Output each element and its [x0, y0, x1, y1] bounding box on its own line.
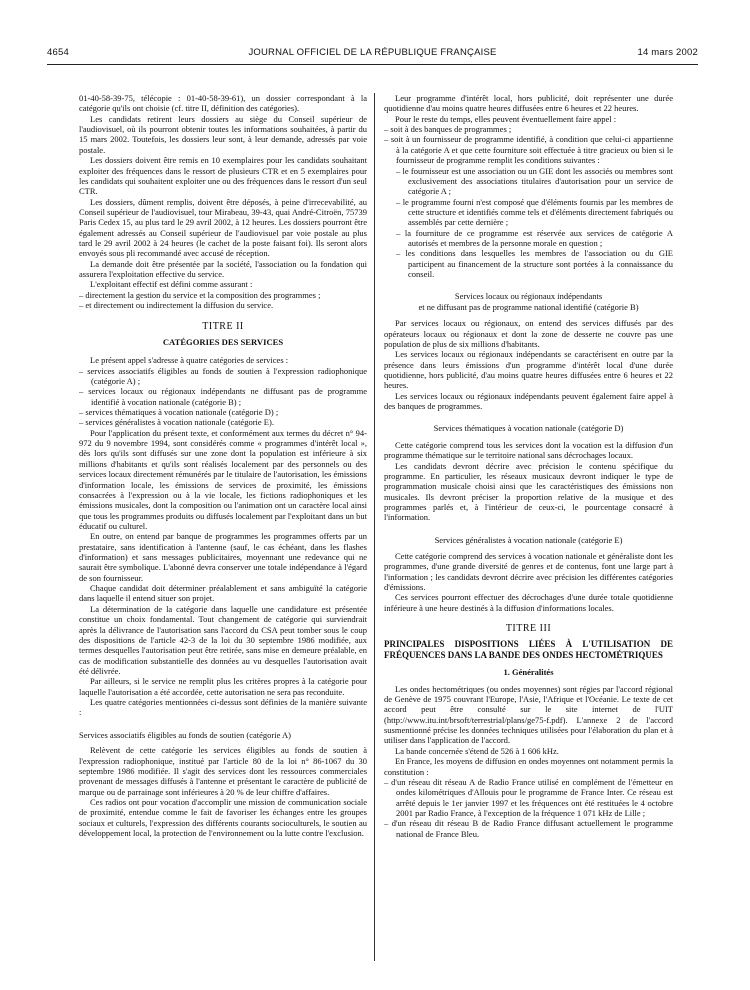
section-title: TITRE III	[505, 623, 552, 635]
list-item: – services locaux ou régionaux indépendants ne diffusant pas de programme identifié à vocation nationale (catégorie B) ;	[79, 386, 367, 407]
subsection-heading: Services associatifs éligibles au fonds de soutien (catégorie A)	[79, 729, 291, 740]
paragraph: La détermination de la catégorie dans laquelle une candidature est présentée constitue un choix fondamental. Tout changement de catégorie qui surviendrait après la délivrance de l'autorisation sans l'accord du CSA peut tomber sous le coup des dispositions de l'article 42-3 de la loi du 30 septembre 1986 modifiée, aux termes desquelles l'autorisation peut être retirée, sans mise en demeure préalable, en cas de modification substantielle des données au vu desquelles l'autorisation avait été délivrée.	[79, 603, 367, 676]
subsection-heading: Services généralistes à vocation nationale (catégorie E)	[434, 534, 623, 545]
paragraph: Chaque candidat doit déterminer préalablement et sans ambiguïté la catégorie dans laquelle il entend situer son projet.	[79, 583, 367, 604]
section-subtitle: CATÉGORIES DES SERVICES	[162, 336, 284, 347]
list-item: – services associatifs éligibles au fonds de soutien à l'expression radiophonique (catégorie A) ;	[79, 365, 367, 386]
section-title: TITRE II	[202, 320, 244, 332]
paragraph: Cette catégorie comprend des services à vocation nationale et généraliste dont les programmes, d'une grande diversité de genres et de contenus, font une large part à l'information ; les candidats devront décrire avec précision les différentes catégories d'émissions.	[384, 551, 673, 593]
paragraph: Les services locaux ou régionaux indépendants peuvent également faire appel à des banques de programmes.	[384, 390, 673, 412]
paragraph: Les candidats retirent leurs dossiers au siège du Conseil supérieur de l'audiovisuel, où ils pourront obtenir toutes les informations souhaitées, à partir du 15 mars 2002. Toutefois, les dossiers leur sont, à leur demande, adressés par voie postale.	[79, 113, 367, 155]
paragraph: Ces services pourront effectuer des décrochages d'une durée totale quotidienne inférieure à une heure destinés à la diffusion d'informations locales.	[384, 592, 673, 613]
paragraph: Les services locaux ou régionaux indépendants se caractérisent en outre par la présence dans leurs émissions d'un programme d'intérêt local d'une durée quotidienne, hors publicité, d'au moins quatre heures diffusées entre 6 heures et 22 heures.	[384, 349, 673, 391]
list-item: – soit à des banques de programmes ;	[384, 124, 512, 135]
paragraph: Par ailleurs, si le service ne remplit plus les critères propres à la catégorie pour laquelle l'autorisation a été accordée, cette autorisation ne sera pas reconduite.	[79, 676, 367, 697]
list-item: – directement la gestion du service et la composition des programmes ;	[79, 289, 321, 300]
section-subtitle: PRINCIPALES DISPOSITIONS LIÉES À L'UTILISATION DE FRÉQUENCES DANS LA BANDE DES ONDES HECTOMÉTRIQUES	[384, 639, 673, 661]
paragraph: En outre, on entend par banque de programmes les programmes offerts par un prestataire, sans identification à l'antenne (sauf, le cas échéant, dans les flashes d'information) et sans messages publicitaires, moyennant une redevance qui ne saurait être symbolique. L'abonné devra conserver une totale indépendance à l'égard de son fournisseur.	[79, 531, 367, 583]
sub-list-item: – le programme fourni n'est composé que d'éléments fournis par les membres de cette structure et identifiés comme tels et d'éléments directement fabriqués ou assemblés par cette dernière ;	[396, 196, 673, 228]
paragraph: Les dossiers, dûment remplis, doivent être déposés, à peine d'irrecevabilité, au Conseil supérieur de l'audiovisuel, tour Mirabeau, 39-43, quai André-Citroën, 75739 Paris Cedex 15, au plus tard le 29 avril 2002, à 12 heures. Les dossiers pourront être également adressés au Conseil supérieur de l'audiovisuel par voie postale au plus tard le 29 avril 2002 à 24 heures (le cachet de la poste faisant foi). Ils seront alors envoyés sous pli recommandé avec accusé de réception.	[79, 196, 367, 259]
issue-date: 14 mars 2002	[637, 47, 698, 58]
paragraph: 01-40-58-39-75, télécopie : 01-40-58-39-61), un dossier correspondant à la catégorie qu'ils ont choisie (cf. titre II, définition des catégories).	[79, 93, 367, 114]
paragraph: La bande concernée s'étend de 526 à 1 606 kHz.	[395, 745, 559, 756]
paragraph: Ces radios ont pour vocation d'accomplir une mission de communication sociale de proximité, entendue comme le fait de favoriser les échanges entre les groupes sociaux et culturels, l'expression des différents courants socioculturels, le soutien au développement local, la protection de l'environnement ou la lutte contre l'exclusion.	[79, 796, 367, 839]
paragraph: Les candidats devront décrire avec précision le contenu spécifique du programme. En particulier, les réseaux musicaux devront indiquer le type de programmation musicale choisi ainsi que les caractéristiques des émissions non musicales. Ils devront préciser la proportion relative de la musique et des programmes parlés et, à l'intérieur de ceux-ci, le pourcentage consacré à l'information.	[384, 460, 673, 523]
subsection-heading-line: Services locaux ou régionaux indépendants	[454, 291, 603, 302]
paragraph: Pour l'application du présent texte, et conformément aux termes du décret n° 94-972 du 9 novembre 1994, sont considérés comme « programmes d'intérêt local », dès lors qu'ils sont diffusés sur une zone dont la population est inférieure à six millions d'habitants et qu'ils sont réalisés localement par des personnels ou des services locaux directement rémunérés par le titulaire de l'autorisation, les émissions d'information locale, les émissions de services de proximité, les émissions consacrées à l'expression ou à la vie locale, les fictions radiophoniques et les émissions musicales, dont la composition ou l'animation ont un caractère local ainsi que tous les programmes produits ou diffusés localement par l'exploitant dans un but éducatif ou culturel.	[79, 427, 367, 531]
list-item: – et directement ou indirectement la diffusion du service.	[79, 300, 274, 311]
page-header	[47, 47, 698, 61]
list-item: – soit à un fournisseur de programme identifié, à condition que celui-ci appartienne à la catégorie A et que cette fourniture soit effectuée à titre gracieux ou bien si le fournisseur de programme remplit les conditions suivantes :	[384, 134, 673, 166]
paragraph: Le présent appel s'adresse à quatre catégories de services :	[90, 355, 289, 366]
paragraph: Les quatre catégories mentionnées ci-dessus sont définies de la manière suivante :	[79, 697, 367, 718]
paragraph: Les ondes hectométriques (ou ondes moyennes) sont régies par l'accord régional de Genève de 1975 couvrant l'Europe, l'Asie, l'Afrique et l'Océanie. Le texte de cet accord peut être consulté sur le site internet de l'UIT (http://www.itu.int/brsoft/terrestrial/plans/ge75-f.pdf). L'annexe 2 de l'accord susmentionné précise les données techniques utilisées pour l'élaboration du plan et à utiliser dans l'application de l'accord.	[384, 683, 673, 746]
page-number: 4654	[47, 47, 69, 58]
subsection-heading: Services thématiques à vocation nationale (catégorie D)	[433, 423, 624, 434]
list-item: – d'un réseau dit réseau A de Radio France utilisé en complément de l'émetteur en ondes kilométriques d'Allouis pour le programme de France Inter. Ce réseau est arrêté depuis le 1er janvier 1997 et les fréquences ont été restituées le 4 octobre 2001 par Radio France, à l'exception de la fréquence 1 071 kHz de Lille ;	[384, 776, 673, 818]
list-item: – services thématiques à vocation nationale (catégorie D) ;	[79, 407, 279, 418]
column-divider	[374, 93, 375, 961]
right-column	[384, 93, 673, 965]
list-item: – services généralistes à vocation nationale (catégorie E).	[79, 417, 274, 428]
paragraph: La demande doit être présentée par la société, l'association ou la fondation qui assurera l'exploitation effective du service.	[79, 258, 367, 280]
paragraph: En France, les moyens de diffusion en ondes moyennes ont notamment permis la constitution :	[384, 756, 673, 777]
paragraph: Cette catégorie comprend tous les services dont la vocation est la diffusion d'un programme thématique sur le territoire national sans décrochages locaux.	[384, 439, 673, 461]
subsection-heading-line: et ne diffusant pas de programme national identifié (catégorie B)	[418, 301, 639, 312]
paragraph: Par services locaux ou régionaux, on entend des services diffusés par des opérateurs locaux ou régionaux et dont la zone de desserte ne couvre pas une population de plus de six millions d'habitants.	[384, 318, 673, 349]
paragraph: Pour le reste du temps, elles peuvent éventuellement faire appel :	[395, 113, 617, 124]
paragraph: Relèvent de cette catégorie les services éligibles au fonds de soutien à l'expression radiophonique, institué par l'article 80 de la loi n° 86-1067 du 30 septembre 1986 modifiée. Il s'agit des services dont les ressources commerciales provenant de messages diffusés à l'antenne et présentant le caractère de publicité de marque ou de parrainage sont inférieures à 20 % de leur chiffre d'affaires.	[79, 745, 367, 797]
sub-list-item: – la fourniture de ce programme est réservée aux services de catégorie A autorisés et membres de la personne morale en question ;	[396, 227, 673, 249]
header-rule	[47, 64, 698, 65]
paragraph: Leur programme d'intérêt local, hors publicité, doit représenter une durée quotidienne d'au moins quatre heures diffusées entre 6 heures et 22 heures.	[384, 93, 673, 114]
paragraph: L'exploitant effectif est défini comme assurant :	[90, 279, 253, 290]
subsection-heading: 1. Généralités	[503, 667, 554, 678]
list-item: – d'un réseau dit réseau B de Radio France diffusant actuellement le programme national de France Bleu.	[384, 818, 673, 839]
sub-list-item: – les conditions dans lesquelles les membres de l'association ou du GIE participent au financement de la structure sont portées à la connaissance du conseil.	[396, 248, 673, 280]
sub-list-item: – le fournisseur est une association ou un GIE dont les associés ou membres sont exclusivement des associations titulaires d'autorisation pour un service de catégorie A ;	[396, 165, 673, 197]
paragraph: Les dossiers doivent être remis en 10 exemplaires pour les candidats souhaitant exploiter des fréquences dans le ressort de plusieurs CTR et en 5 exemplaires pour les candidats qui souhaitent exploiter une ou des fréquences dans le ressort d'un seul CTR.	[79, 155, 367, 197]
subsection-heading	[384, 291, 673, 312]
journal-title: JOURNAL OFFICIEL DE LA RÉPUBLIQUE FRANÇAISE	[248, 47, 497, 58]
left-column	[79, 93, 367, 965]
